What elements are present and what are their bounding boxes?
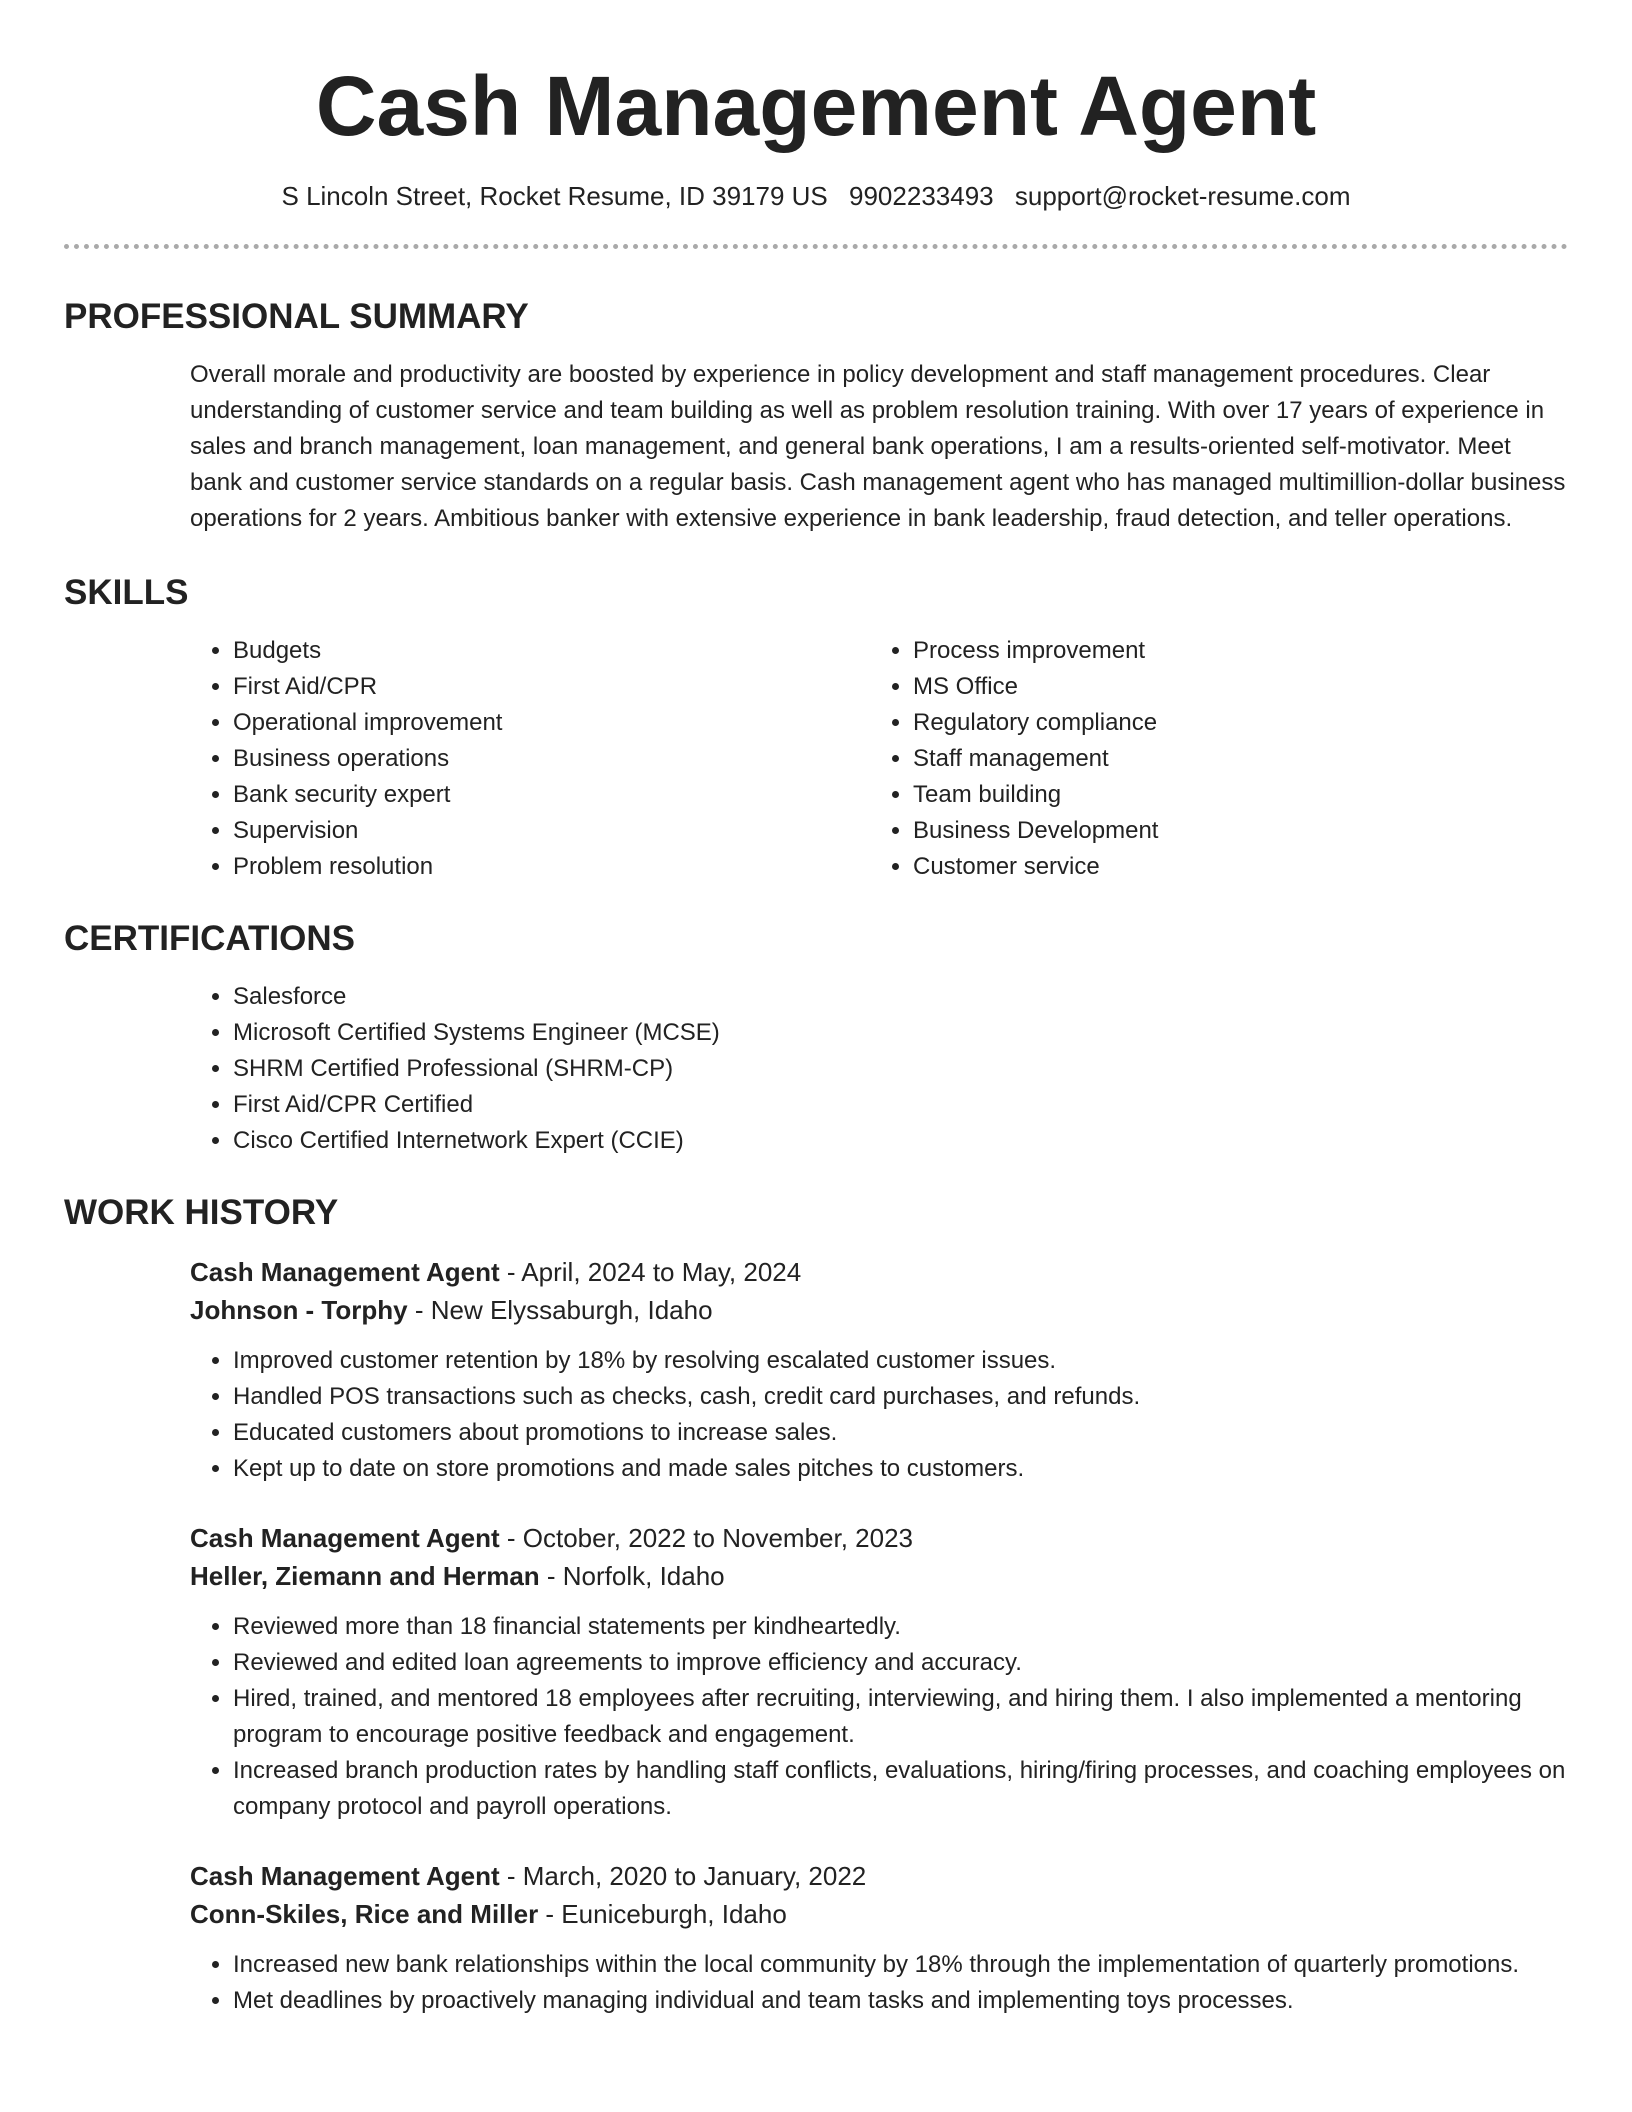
job-bullets xyxy=(190,1947,1568,2019)
job-bullet: • Handled POS transactions such as checks, cash, credit card purchases, and refunds. xyxy=(233,1379,1568,1415)
job-company-line xyxy=(190,1557,1568,1595)
work-history-section xyxy=(64,1193,1568,2019)
candidate-name: Cash Management Agent xyxy=(315,59,1317,153)
skill-item: • Problem resolution xyxy=(233,849,870,885)
job-bullets xyxy=(190,1609,1568,1825)
job-role: Cash Management Agent xyxy=(190,1523,500,1553)
job-dates: - October, 2022 to November, 2023 xyxy=(499,1523,913,1553)
header-divider xyxy=(64,244,1568,249)
certification-item: • SHRM Certified Professional (SHRM-CP) xyxy=(233,1051,1568,1087)
job-bullet: • Reviewed more than 18 financial statements per kindheartedly. xyxy=(233,1609,1568,1645)
job-role: Cash Management Agent xyxy=(190,1257,500,1287)
job-bullet: • Educated customers about promotions to increase sales. xyxy=(233,1415,1568,1451)
skill-item: • Business Development xyxy=(913,813,1550,849)
skills-section xyxy=(64,573,1568,885)
job-company-line xyxy=(190,1291,1568,1329)
certifications-list xyxy=(190,979,1568,1159)
skill-item: • Supervision xyxy=(233,813,870,849)
job-bullet: • Increased branch production rates by handling staff conflicts, evaluations, hiring/firing processes, and coaching employees on company protocol and payroll operations. xyxy=(233,1753,1568,1825)
contact-line xyxy=(64,180,1568,212)
work-history-heading: WORK HISTORY xyxy=(64,1193,339,1232)
skill-item: • Business operations xyxy=(233,741,870,777)
contact-address: S Lincoln Street, Rocket Resume, ID 39179 US xyxy=(281,181,828,211)
job-company: Conn-Skiles, Rice and Miller xyxy=(190,1899,539,1929)
job-bullet: • Increased new bank relationships within the local community by 18% through the implementation of quarterly promotions. xyxy=(233,1947,1568,1983)
job-title-line xyxy=(190,1253,1568,1291)
job-title-line xyxy=(190,1857,1568,1895)
job-dates: - April, 2024 to May, 2024 xyxy=(499,1257,802,1287)
skill-item: • Process improvement xyxy=(913,633,1550,669)
skill-item: • Budgets xyxy=(233,633,870,669)
resume-page xyxy=(64,0,1568,2019)
certifications-heading: CERTIFICATIONS xyxy=(64,919,356,958)
certification-item: • Microsoft Certified Systems Engineer (MCSE) xyxy=(233,1015,1568,1051)
skill-item: • Regulatory compliance xyxy=(913,705,1550,741)
job-company: Johnson - Torphy xyxy=(190,1295,408,1325)
job-dates: - March, 2020 to January, 2022 xyxy=(499,1861,867,1891)
skills-column-left xyxy=(190,633,870,885)
skill-item: • Staff management xyxy=(913,741,1550,777)
certification-item: • First Aid/CPR Certified xyxy=(233,1087,1568,1123)
job-title-line xyxy=(190,1519,1568,1557)
job-bullet: • Reviewed and edited loan agreements to improve efficiency and accuracy. xyxy=(233,1645,1568,1681)
job-location: - Norfolk, Idaho xyxy=(539,1561,725,1591)
skills-heading: SKILLS xyxy=(64,573,189,612)
skill-item: • Customer service xyxy=(913,849,1550,885)
job-bullet: • Hired, trained, and mentored 18 employees after recruiting, interviewing, and hiring them. I also implemented a mentoring program to encourage positive feedback and engagement. xyxy=(233,1681,1568,1753)
job-location: - New Elyssaburgh, Idaho xyxy=(407,1295,713,1325)
job-location: - Euniceburgh, Idaho xyxy=(538,1899,787,1929)
skill-item: • Team building xyxy=(913,777,1550,813)
skill-item: • First Aid/CPR xyxy=(233,669,870,705)
job-company: Heller, Ziemann and Herman xyxy=(190,1561,540,1591)
job-entry xyxy=(190,1857,1568,2019)
skill-item: • Bank security expert xyxy=(233,777,870,813)
summary-section xyxy=(64,297,1568,537)
contact-phone: 9902233493 xyxy=(849,181,994,211)
job-bullet: • Met deadlines by proactively managing individual and team tasks and implementing toys processes. xyxy=(233,1983,1568,2019)
job-entry xyxy=(190,1519,1568,1825)
summary-text: Overall morale and productivity are boosted by experience in policy development and staff management procedures. Clear understanding of customer service and team building as well as problem resolution training. With over 17 years of experience in sales and branch management, loan management, and general bank operations, I am a results-oriented self-motivator. Meet bank and customer service standards on a regular basis. Cash management agent who has managed multimillion-dollar business operations for 2 years. Ambitious banker with extensive experience in bank leadership, fraud detection, and teller operations. xyxy=(190,361,1566,532)
job-role: Cash Management Agent xyxy=(190,1861,500,1891)
summary-heading: PROFESSIONAL SUMMARY xyxy=(64,297,529,336)
job-bullet: • Improved customer retention by 18% by resolving escalated customer issues. xyxy=(233,1343,1568,1379)
job-bullet: • Kept up to date on store promotions and made sales pitches to customers. xyxy=(233,1451,1568,1487)
certification-item: • Cisco Certified Internetwork Expert (CCIE) xyxy=(233,1123,1568,1159)
job-entry xyxy=(190,1253,1568,1487)
job-bullets xyxy=(190,1343,1568,1487)
skills-grid xyxy=(190,633,1568,885)
contact-email: support@rocket-resume.com xyxy=(1014,181,1351,211)
skill-item: • MS Office xyxy=(913,669,1550,705)
skill-item: • Operational improvement xyxy=(233,705,870,741)
skills-column-right xyxy=(870,633,1550,885)
certifications-section xyxy=(64,919,1568,1159)
certification-item: • Salesforce xyxy=(233,979,1568,1015)
job-company-line xyxy=(190,1895,1568,1933)
